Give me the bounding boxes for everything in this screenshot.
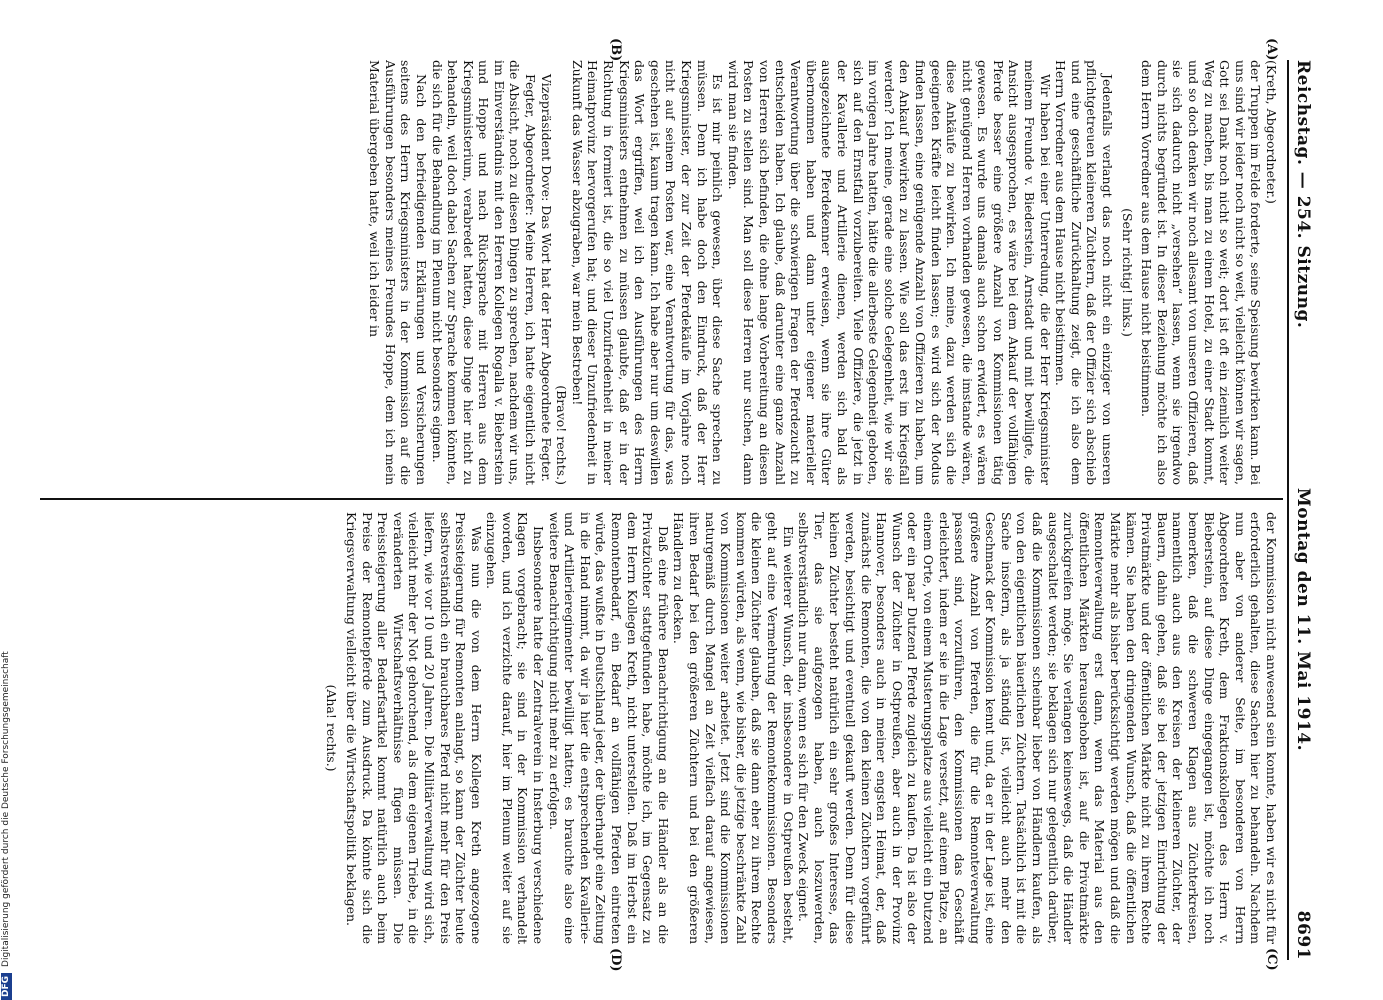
paragraph: Insbesondere hatte der Zentralverein in Insterburg verschiedene Klagen vorgebracht; sie sind in der Kommission verhandelt worden, und ich verzichte darauf, hier im Plenum weiter auf sie einzugehen. [484,512,547,944]
interjection: (Aha! rechts.) [324,684,340,772]
margin-label-a: (A) [1264,38,1279,61]
header-left: Reichstag. — 254. Sitzung. [1293,60,1313,329]
paragraph: der Truppen im Felde forderte, seine Speisung bewirken kann. Bei uns sind wir leider noch nicht so weit, vielleicht können wir sagen, Gott sei Dank noch nicht so weit; dort ist oft ein ziemlich weiter Weg zu machen, bis man zu einem Hotel, zu einer Stadt kommt, und so doch denken wir noch allesamt von unseren Offizieren, daß sie sich dadurch nicht „versehen“ lassen, wenn sie irgendwo durch nichts begründet ist. In dieser Beziehung möchte ich also dem Herrn Vorredner aus dem Hause nicht beistimmen. [1139,60,1264,485]
vice-president-line: Vizepräsident Dove: Das Wort hat der Herr Abgeordnete Fegter. [538,74,554,482]
paragraph: Es ist mir peinlich gewesen, über diese Sache sprechen zu müssen. Denn ich habe doch den Eindruck, daß der Herr Kriegsminister, der zur Zeit der Pferdekäufe im Vorjahre noch nicht auf seinem Posten war, eine Verantwortung für das, was geschehen ist, kaum tragen kann. Ich habe aber nur um deswillen das Wort ergriffen, weil ich den Ausführungen des Herrn Kriegsministers entnehmen zu müssen glaubte, daß er in der Richtung in formiert ist, die so viel Unzufriedenheit in meiner Heimatprovinz hervorgerufen hat; und dieser Unzufriedenheit in Zukunft das Wasser abzugraben, war mein Bestreben! [569,60,726,485]
page-number: 8691 [1293,910,1313,960]
header-date: Montag den 11. Mai 1914. [1293,487,1313,752]
paragraph: der Kommission nicht anwesend sein konnte, haben wir es nicht für erforderlich gehalten, diese Sachen hier zu behandeln. Nachdem nun aber von anderer Seite, im besonderen von Herrn Abgeordneten Kreth, dem Fraktionskollegen des Herrn v. Bieberstein, auf diese Dinge eingegangen ist, möchte ich noch bemerken, daß die schweren Klagen aus Züchterkreisen, namentlich auch aus den Kreisen der kleineren Züchter, der Bauern, dahin gehen, daß sie bei der jetzigen Einrichtung der Privatmärkte und der öffentlichen Märkte nicht zu ihrem Rechte kämen. Sie haben den dringenden Wunsch, daß die öffentlichen Märkte mehr als bisher berücksichtigt werden mögen und daß die Remonteverwaltung erst dann, wenn das Material aus den öffentlichen Märkten herausgehoben ist, auf die Privatmärkte zurückgreifen möge. Sie verlangen keineswegs, daß die Händler ausgeschaltet werden; sie beklagen sich nur gelegentlich darüber, daß die Kommissionen scheinbar lieber von Händlern kaufen, als von den eigentlichen bäuerlichen Züchtern. Tatsächlich ist mit die Sache insofern, als ja ständig ist, vielleicht auch mehr den Geschmack der Kommission kennt und, da er in der Lage ist, eine größere Anzahl von Pferden, die für die Remonteverwaltung passend sind, vorzuführen, den Kommissionen das Geschäft erleichtert, indem er sie in die Lage versetzt, auf einem Platze, an einem Orte, von einem Musterungsplatze aus vielleicht ein Dutzend oder ein paar Dutzend Pferde zugleich zu kaufen. Da ist also der Wunsch der Züchter in Ostpreußen, aber auch in der Provinz Hannover, besonders auch in meiner engsten Heimat, der, daß zunächst die Remonten, die von den kleinen Züchtern vorgeführt werden, besichtigt und eventuell gekauft werden. Denn für diese kleinen Züchter besteht natürlich ein sehr großes Interesse, das Tier, das sie aufgezogen haben, auch loszuwerden, selbstverständlich nur dann, wenn es sich für den Zweck eignet. [796,512,1279,944]
margin-label-d: (D) [608,948,623,972]
paragraph: Daß eine frühere Benachrichtigung an die Händler als an die Privatzüchter stattgefunden habe, möchte ich, im Gegensatz zu dem Herrn Kollegen Kreth, nicht unterstellen. Daß im Herbst ein Remontenbedarf, ein Bedarf an vollfähigen Pferden eintreten würde, das wußte in Deutschland jeder, der überhaupt eine Zeitung in die Hand nimmt, da wir ja hier die entsprechenden Kavallerie- und Artillerieregimenter bewilligt hatten; es brauchte also eine weitere Benachrichtigung nicht mehr zu erfolgen. [546,512,671,944]
running-header [1293,60,1323,960]
paragraph: Wir haben bei einer Unterredung, die der Herr Kriegsminister meinem Freunde v. Biederstein, Arnstadt und mit bewilligte, die Ansicht ausgesprochen, es wäre bei dem Ankauf der vollfähigen Pferde besser eine größere Anzahl von Kommissionen tätig gewesen. Es wurde uns damals auch schon erwidert, es wären nicht genügend Herren vorhanden gewesen, die imstande wären, diese Ankäufe zu bewirken. Ich meine, dazu werden sich die geeigneten Kräfte leicht finden lassen; es wird sich der Modus finden lassen, eine genügende Anzahl von Offizieren zu haben, um den Ankauf bewirken zu lassen. Wie soll das erst im Kriegsfall werden? Ich meine, gerade eine solche Gelegenheit, wie wir sie im vorigen Jahre hatten, hätte die allerbeste Gelegenheit geboten, sich auf den Ernstfall vorzubereiten. Viele Offiziere, die jetzt in der Kavallerie und Artillerie dienen, werden sich bald als ausgezeichnete Pferdekenner erweisen, wenn sie ihre Güter übernommen haben und dann unter eigener materieller Verantwortung über die schwierigen Fragen der Pferdezucht zu entscheiden haben. Ich glaube, daß darunter eine ganze Anzahl von Herren sich befinden, die ohne lange Vorbereitung an diesen Posten zu stellen sind. Man soll diese Herren nur suchen, dann wird man sie finden. [725,60,1053,485]
paragraph: Fegter, Abgeordneter: Meine Herren, ich hatte eigentlich nicht die Absicht, noch zu diesen Dingen zu sprechen, nachdem wir uns, im Einverständnis mit den Herren Kollegen Rogalla v. Bieberstein und Hoppe und nach Rücksprache mit Herren aus dem Kriegsministerium, verabredet hatten, diese Dinge hier nicht zu behandeln, weil doch dabei Sachen zur Sprache kommen könnten, die sich für die Behandlung im Plenum nicht besonders eignen. [429,60,539,485]
column-divider [40,498,1283,500]
margin-label-c: (C) [1264,948,1279,971]
margin-label-b: (B) [608,38,623,62]
interjection: (Sehr richtig! links.) [1119,208,1135,337]
right-column [40,512,1279,944]
dfg-logo: DFG [1,973,12,1000]
speaker-tag: (Kreth, Abgeordneter.) [1264,60,1279,204]
interjection: (Bravo! rechts.) [554,385,570,485]
paragraph: Ein weiterer Wunsch, der insbesondere in Ostpreußen besteht, geht auf eine Vermehrung der Remontekommissionen. Besonders die kleinen Züchter glauben, daß sie dann eher zu ihrem Rechte kommen würden, als wenn, wie bisher, die jetzige beschränkte Zahl von Kommissionen weiter arbeitet. Jetzt sind die Kommissionen naturgemäß durch Mangel an Zeit vielfach darauf angewiesen, ihren Bedarf bei den größeren Züchtern und bei den größeren Händlern zu decken. [671,512,796,944]
paragraph: Nach den befriedigenden Erklärungen und Versicherungen seitens des Herrn Kriegsministers in der Kommission auf die Ausführungen besonders meines Freundes Hoppe, dem ich mein Material übergeben hatte, weil ich leider in [367,60,429,485]
credit-text: Digitalisierung gefördert durch die Deutsche Forschungsgemeinschaft [1,651,11,967]
digitization-credit [0,0,12,1000]
paragraph: Was nun die von dem Herrn Kollegen Kreth angezogene Preissteigerung für Remonten anlangt, so kann der Züchter heute selbstverständlich ein brauchbares Pferd nicht mehr für den Preis liefern, wie vor 10 und 20 Jahren. Die Militärverwaltung wird sich, vielleicht mehr der Not gehorchend, als dem eigenen Triebe, in die veränderten Wirtschaftsverhältnisse fügen müssen. Die Preissteigerung aller Bedarfsartikel kommt natürlich auch beim Preise der Remontepferde zum Ausdruck. Da könnte sich die Kriegsverwaltung vielleicht über die Wirtschaftspolitik beklagen. [343,512,484,944]
left-column [40,60,1279,485]
paragraph: Jedenfalls verlangt das noch nicht ein einziger von unseren pflichtgetreuen kleineren Züchtern, daß der Offizier sich abschieb und eine geschäftliche Zurückhaltung zeigt, die ich also dem Herrn Vorredner aus dem Hause nicht beistimmen. [1053,60,1116,485]
header-rule [1287,60,1289,960]
